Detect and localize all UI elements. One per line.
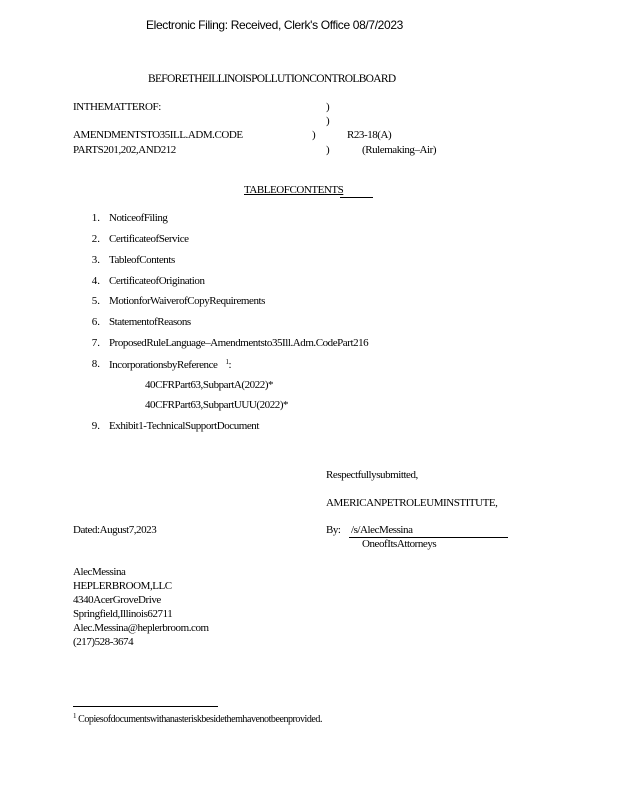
organization-name: AMERICANPETROLEUMINSTITUTE,	[326, 497, 498, 509]
contact-city: Springfield,Illinois62711	[73, 608, 173, 620]
caption-paren: )	[326, 144, 330, 156]
toc-item-label: NoticeofFiling	[109, 212, 168, 224]
caption-paren: )	[326, 115, 330, 127]
toc-item-label: TableofContents	[109, 254, 175, 266]
toc-subitem-label: 40CFRPart63,SubpartA(2022)*	[145, 379, 274, 391]
footnote	[73, 713, 322, 725]
filing-header: Electronic Filing: Received, Clerk's Office 08/7/2023	[146, 18, 403, 32]
footnote-text: Copiesofdocumentswithanasteriskbesidethemhavenotbeenprovided.	[78, 714, 322, 725]
toc-item-label: CertificateofOrigination	[109, 275, 205, 287]
toc-item-number: 1.	[91, 212, 100, 224]
toc-heading-underline	[340, 197, 373, 198]
toc-item-number: 8.	[91, 358, 100, 370]
toc-item-label: ProposedRuleLanguage–Amendmentsto35Ill.Adm.CodePart216	[109, 337, 369, 349]
contact-email: Alec.Messina@heplerbroom.com	[73, 622, 209, 634]
caption-subject-line2: PARTS201,202,AND212	[73, 144, 176, 156]
toc-item-label	[109, 359, 231, 371]
toc-item-number: 6.	[91, 316, 100, 328]
toc-item-number: 9.	[91, 420, 100, 432]
board-title: BEFORETHEILLINOISPOLLUTIONCONTROLBOARD	[148, 73, 396, 85]
footnote-separator	[73, 706, 218, 707]
toc-item-number: 5.	[91, 295, 100, 307]
toc-subitem-label: 40CFRPart63,SubpartUUU(2022)*	[145, 399, 289, 411]
caption-paren: )	[312, 129, 316, 141]
toc-item-label: MotionforWaiverofCopyRequirements	[109, 295, 265, 307]
toc-item-number: 4.	[91, 275, 100, 287]
contact-street: 4340AcerGroveDrive	[73, 594, 161, 606]
by-label: By:	[326, 524, 341, 536]
date-line: Dated:August7,2023	[73, 524, 157, 536]
signer-role: OneofItsAttorneys	[362, 538, 437, 550]
toc-item-number: 2.	[91, 233, 100, 245]
toc-item-number: 3.	[91, 254, 100, 266]
toc-heading: TABLEOFCONTENTS	[244, 184, 344, 196]
toc-item-label: StatementofReasons	[109, 316, 191, 328]
contact-phone: (217)528-3674	[73, 636, 134, 648]
docket-type: (Rulemaking–Air)	[362, 144, 437, 156]
toc-item-label: Exhibit1-TechnicalSupportDocument	[109, 420, 259, 432]
toc-item-label-text: IncorporationsbyReference	[109, 359, 218, 371]
signer-signature: /s/AlecMessina	[351, 524, 413, 536]
toc-item-label: CertificateofService	[109, 233, 189, 245]
footnote-marker: 1	[73, 712, 77, 720]
toc-item-colon: :	[228, 359, 232, 371]
caption-subject-line1: AMENDMENTSTO35ILL.ADM.CODE	[73, 129, 243, 141]
closing: Respectfullysubmitted,	[326, 469, 418, 481]
caption-paren: )	[326, 101, 330, 113]
contact-name: AlecMessina	[73, 566, 126, 578]
footnote-reference: 1	[225, 358, 229, 366]
in-the-matter-label: INTHEMATTEROF:	[73, 101, 161, 113]
contact-firm: HEPLERBROOM,LLC	[73, 580, 172, 592]
toc-item-number: 7.	[91, 337, 100, 349]
docket-number: R23-18(A)	[347, 129, 392, 141]
